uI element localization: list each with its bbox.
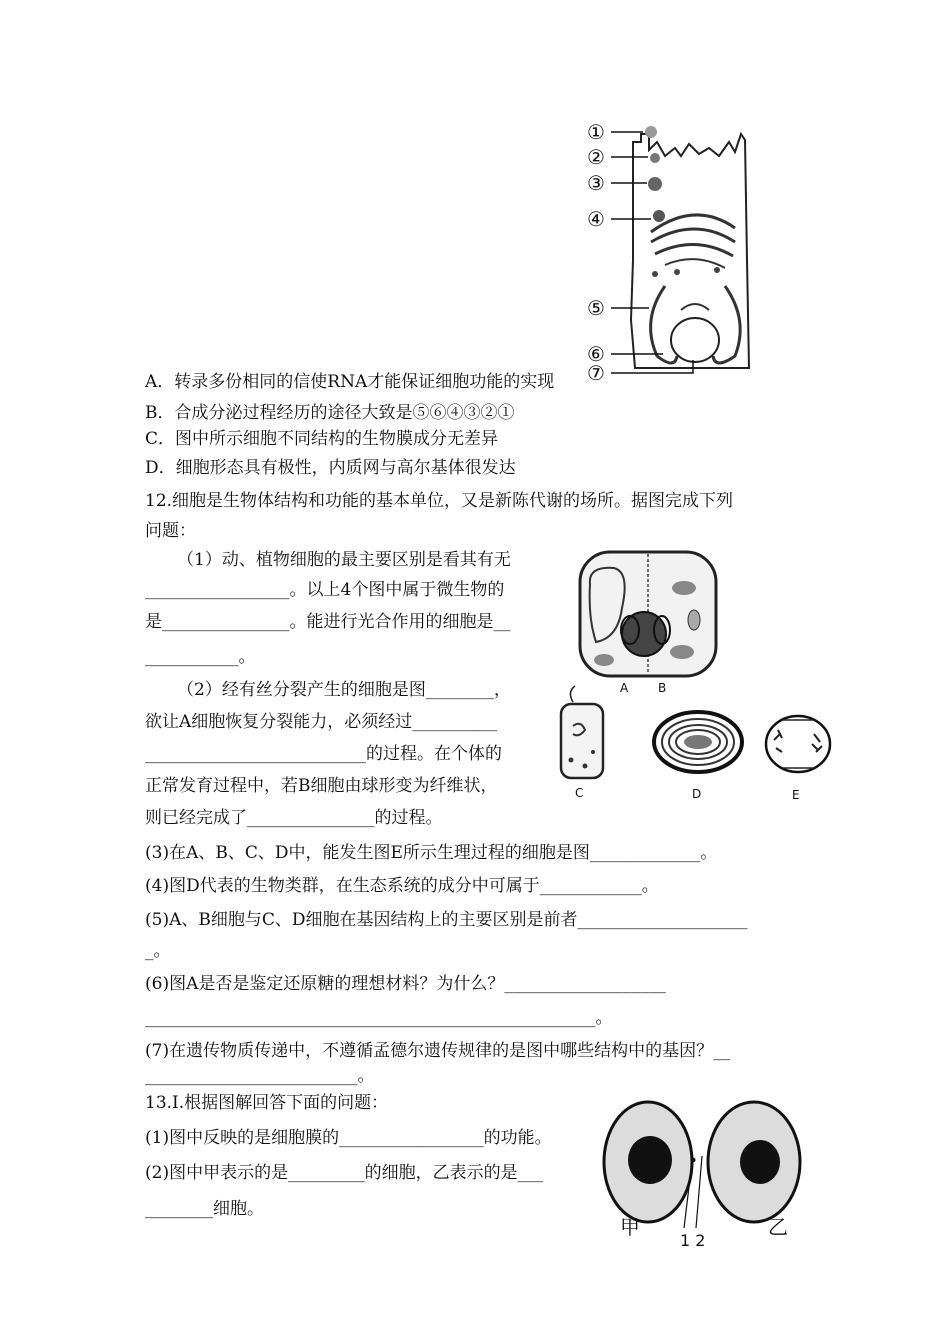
marker-2: ② xyxy=(587,145,605,169)
q12-p6-line2: _____________________________________________________。 xyxy=(145,1008,613,1028)
cell-d-diagram xyxy=(652,710,748,800)
bacterium-c-figure xyxy=(555,682,611,802)
q12-p2-line2: 欲让A细胞恢复分裂能力，必须经过__________ xyxy=(145,712,498,732)
label-1-2: 1 2 xyxy=(680,1231,706,1250)
dividing-cell-e-figure xyxy=(762,712,838,802)
plant-cell-ab-figure xyxy=(574,548,722,696)
q12-p1-line3: 是_______________。能进行光合作用的细胞是__ xyxy=(145,612,511,632)
marker-3: ③ xyxy=(587,171,605,195)
q12-p1-line2: _________________。以上4个图中属于微生物的 xyxy=(145,580,505,600)
q13-p1: (1)图中反映的是细胞膜的_________________的功能。 xyxy=(145,1128,552,1148)
secretory-cell-figure xyxy=(585,120,765,390)
label-e: E xyxy=(792,788,800,802)
q12-stem-line1: 12.细胞是生物体结构和功能的基本单位，又是新陈代谢的场所。据图完成下列 xyxy=(145,491,734,511)
cells-jia-yi-diagram xyxy=(600,1100,810,1255)
marker-5: ⑤ xyxy=(587,296,605,320)
q12-p4: (4)图D代表的生物类群，在生态系统的成分中可属于____________。 xyxy=(145,876,659,896)
q12-stem-line2: 问题： xyxy=(145,521,196,541)
label-b: B xyxy=(658,681,667,695)
q13-p2-line2: ________细胞。 xyxy=(145,1199,264,1219)
q12-p6-line1: (6)图A是否是鉴定还原糖的理想材料？为什么？___________________ xyxy=(145,974,666,994)
q11-option-c: C．图中所示细胞不同结构的生物膜成分无差异 xyxy=(145,429,499,449)
label-c: C xyxy=(575,786,584,800)
label-jia: 甲 xyxy=(620,1215,640,1239)
cell-ab-diagram xyxy=(574,548,722,696)
blue-algae-d-figure xyxy=(652,710,748,800)
marker-4: ④ xyxy=(587,207,605,231)
q11-option-b: B．合成分泌过程经历的途径大致是⑤⑥④③②① xyxy=(145,403,515,423)
q12-p5-line2: _。 xyxy=(145,941,171,961)
q12-p5-line1: (5)A、B细胞与C、D细胞在基因结构上的主要区别是前者____________________ xyxy=(145,910,748,930)
q11-option-d: D．细胞形态具有极性，内质网与高尔基体很发达 xyxy=(145,458,516,478)
q13-p2-line1: (2)图中甲表示的是_________的细胞，乙表示的是___ xyxy=(145,1163,544,1183)
q12-p7-line1: (7)在遗传物质传递中，不遵循孟德尔遗传规律的是图中哪些结构中的基因？__ xyxy=(145,1041,731,1061)
cell-recognition-figure xyxy=(600,1100,810,1255)
label-a: A xyxy=(620,681,629,695)
q13-title: 13.Ⅰ.根据图解回答下面的问题： xyxy=(145,1093,389,1113)
cell-c-diagram xyxy=(555,682,611,802)
marker-7: ⑦ xyxy=(587,361,605,385)
q12-p1-line4: ___________。 xyxy=(145,647,256,667)
q12-p2-line1: （2）经有丝分裂产生的细胞是图________， xyxy=(177,680,511,700)
cell-e-diagram xyxy=(762,712,838,802)
q12-p1-line1: （1）动、植物细胞的最主要区别是看其有无 xyxy=(177,550,511,570)
q11-option-a: A．转录多份相同的信使RNA才能保证细胞功能的实现 xyxy=(145,372,555,392)
q12-p3: (3)在A、B、C、D中，能发生图E所示生理过程的细胞是图_____________。 xyxy=(145,843,718,863)
q12-p7-line2: _________________________。 xyxy=(145,1066,375,1086)
q12-p2-line4: 正常发育过程中，若B细胞由球形变为纤维状， xyxy=(145,776,498,796)
secretory-cell-diagram xyxy=(585,120,765,390)
label-yi: 乙 xyxy=(768,1215,788,1239)
q12-p2-line5: 则已经完成了_______________的过程。 xyxy=(145,808,443,828)
marker-1: ① xyxy=(587,120,605,144)
label-d: D xyxy=(692,787,702,800)
marker-6: ⑥ xyxy=(587,342,605,366)
q12-p2-line3: __________________________的过程。在个体的 xyxy=(145,744,502,764)
